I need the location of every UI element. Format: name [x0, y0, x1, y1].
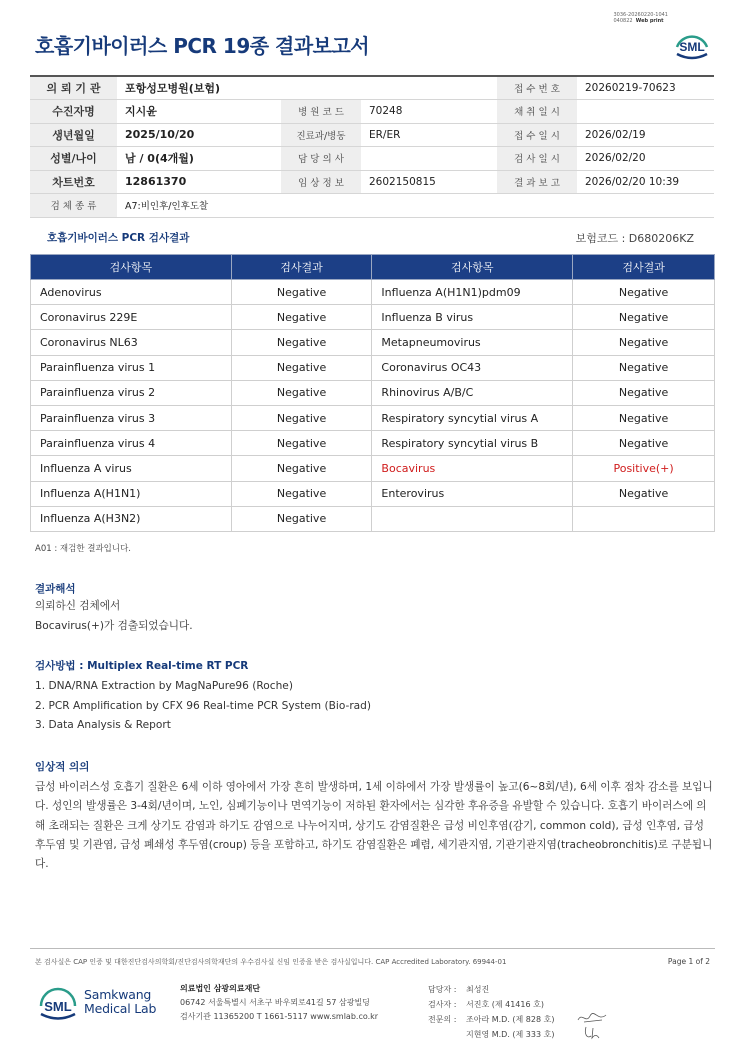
clinical-info-value: 2602150815	[361, 170, 497, 194]
table-row	[31, 506, 715, 531]
test-result-cell: Negative	[573, 305, 715, 330]
test-date-value: 2026/02/20	[577, 147, 714, 171]
test-result-cell: Negative	[231, 481, 372, 506]
foundation-address: 06742 서울특별시 서초구 바우뫼로41길 57 삼광빌딩	[180, 998, 370, 1007]
test-item-cell: Coronavirus NL63	[31, 330, 232, 355]
table-row	[31, 380, 715, 405]
test-item-cell	[372, 506, 573, 531]
dept-label: 진료과/병동	[281, 123, 361, 147]
test-result-cell: Negative	[573, 405, 715, 430]
clinical-meaning-title: 임상적 의의	[35, 761, 90, 773]
test-item-cell: Influenza A(H1N1)pdm09	[372, 280, 573, 305]
test-item-cell: Parainfluenza virus 4	[31, 431, 232, 456]
test-date-label: 검 사 일 시	[497, 147, 577, 171]
col-header-result-2: 검사결과	[573, 255, 715, 280]
specimen-label: 검 체 종 류	[30, 194, 117, 218]
staff-name: 서진호 (제 41416 호)	[466, 1000, 544, 1009]
document-code-line1: 3036-20260220-1041	[613, 12, 668, 18]
test-result-cell: Negative	[231, 506, 372, 531]
test-item-cell: Parainfluenza virus 1	[31, 355, 232, 380]
table-row	[31, 280, 715, 305]
name-label: 수진자명	[30, 100, 117, 124]
foundation-info	[180, 982, 378, 1024]
sml-footer-logo-icon	[36, 984, 80, 1024]
clinical-meaning-text: 급성 바이러스성 호흡기 질환은 6세 이하 영아에서 가장 흔히 발생하며, 1세 이하에서 가장 발생률이 높고(6~8회/년), 6세 이후 점차 감소를 보입니다. 성인의 발생률은 3-4회/년이며, 노인, 심폐기능이나 면역기능이 저하된 환자에서는 심각한 후유증을 유발할 수 있습니다. 호흡기 바이러스에 의해 초래되는 질환은 크게 상기도 감염과 하기도 감염으로 나누어지며, 상기도 감염질환은 급성 비인후염(감기, common cold), 급성 인후염, 급성 후두염 및 기관염, 급성 폐쇄성 후두염(croup) 등을 포함하고, 하기도 감염질환은 폐렴, 세기관지염, 기관기관지염(tracheobronchitis)로 구분됩니다.	[35, 781, 713, 871]
recv-value: 2026/02/19	[577, 123, 714, 147]
interpretation-line: Bocavirus(+)가 검출되었습니다.	[35, 619, 193, 632]
test-item-cell: Influenza A virus	[31, 456, 232, 481]
test-item-cell: Enterovirus	[372, 481, 573, 506]
method-steps	[35, 677, 371, 736]
staff-name: 조아라 M.D. (제 828 호)	[466, 1015, 555, 1024]
staff-name: 지현영 M.D. (제 333 호)	[466, 1030, 555, 1039]
brand-name	[84, 988, 156, 1016]
document-code-line2: 040822	[613, 18, 633, 24]
dob-label: 생년월일	[30, 123, 117, 147]
col-header-item-2: 검사항목	[372, 255, 573, 280]
test-result-cell: Negative	[231, 431, 372, 456]
test-item-cell: Parainfluenza virus 3	[31, 405, 232, 430]
collect-value	[577, 100, 714, 124]
test-item-cell: Respiratory syncytial virus A	[372, 405, 573, 430]
table-row	[31, 456, 715, 481]
test-item-cell: Rhinovirus A/B/C	[372, 380, 573, 405]
retest-note: A01 : 재검한 결과입니다.	[35, 544, 131, 554]
test-result-cell: Negative	[231, 330, 372, 355]
sml-footer-logo-text: SML	[44, 999, 72, 1014]
staff-role: 담당자 :	[428, 985, 457, 994]
dob-value: 2025/10/20	[117, 123, 281, 147]
test-item-cell: Influenza B virus	[372, 305, 573, 330]
collect-label: 채 취 일 시	[497, 100, 577, 124]
specimen-value: A7:비인후/인후도찰	[117, 194, 714, 218]
accept-no-label: 접 수 번 호	[497, 76, 577, 100]
footer-divider	[30, 948, 715, 949]
test-result-cell: Positive(+)	[573, 456, 715, 481]
doctor-value	[361, 147, 497, 171]
table-row	[31, 481, 715, 506]
test-item-cell: Coronavirus 229E	[31, 305, 232, 330]
document-code	[613, 12, 668, 24]
method-step: 1. DNA/RNA Extraction by MagNaPure96 (Roche)	[35, 680, 293, 692]
test-result-cell: Negative	[573, 355, 715, 380]
test-item-cell: Bocavirus	[372, 456, 573, 481]
test-result-cell: Negative	[573, 380, 715, 405]
table-row	[31, 305, 715, 330]
interpretation-line: 의뢰하신 검체에서	[35, 600, 121, 612]
test-result-cell: Negative	[231, 355, 372, 380]
clinical-info-label: 임 상 정 보	[281, 170, 361, 194]
table-row	[31, 405, 715, 430]
test-result-cell: Negative	[573, 431, 715, 456]
sml-logo-icon	[672, 24, 712, 64]
sex-label: 성별/나이	[30, 147, 117, 171]
test-result-cell: Negative	[573, 330, 715, 355]
test-result-cell: Negative	[231, 380, 372, 405]
test-result-cell: Negative	[573, 481, 715, 506]
test-item-cell: Adenovirus	[31, 280, 232, 305]
sex-value: 남 / 0(4개월)	[117, 147, 281, 171]
foundation-contact: 검사기관 11365200 T 1661-5117 www.smlab.co.kr	[180, 1012, 379, 1021]
col-header-result-1: 검사결과	[231, 255, 372, 280]
signature-2-icon	[582, 1024, 602, 1042]
accept-no-value: 20260219-70623	[577, 76, 714, 100]
staff-role	[428, 1027, 466, 1042]
table-row	[31, 355, 715, 380]
hosp-code-value: 70248	[361, 100, 497, 124]
dept-value: ER/ER	[361, 123, 497, 147]
report-label: 결 과 보 고	[497, 170, 577, 194]
test-result-cell: Negative	[573, 280, 715, 305]
sml-logo-text: SML	[679, 40, 705, 54]
test-item-cell: Parainfluenza virus 2	[31, 380, 232, 405]
test-item-cell: Metapneumovirus	[372, 330, 573, 355]
test-result-cell: Negative	[231, 456, 372, 481]
test-result-cell: Negative	[231, 405, 372, 430]
recv-label: 접 수 일 시	[497, 123, 577, 147]
page-number: Page 1 of 2	[667, 957, 710, 966]
test-result-cell: Negative	[231, 280, 372, 305]
foundation-name: 의료법인 삼광의료재단	[180, 984, 261, 993]
chart-value: 12861370	[117, 170, 281, 194]
certification-text: 본 검사실은 CAP 인증 및 대한진단검사의학회/진단검사의학재단의 우수검사실 신임 인증을 받은 검사실입니다. CAP Accredited Laboratory. 69944-01	[35, 958, 507, 966]
staff-list	[428, 982, 554, 1042]
hosp-code-label: 병 원 코 드	[281, 100, 361, 124]
doctor-label: 담 당 의 사	[281, 147, 361, 171]
result-section-title: 호흡기바이러스 PCR 검사결과	[47, 232, 190, 244]
chart-label: 차트번호	[30, 170, 117, 194]
test-item-cell: Coronavirus OC43	[372, 355, 573, 380]
test-item-cell: Respiratory syncytial virus B	[372, 431, 573, 456]
method-step: 2. PCR Amplification by CFX 96 Real-time PCR System (Bio-rad)	[35, 699, 372, 712]
interpretation-text	[35, 597, 193, 636]
brand-line-1: Samkwang	[84, 987, 152, 1002]
col-header-item-1: 검사항목	[31, 255, 232, 280]
patient-info-table	[30, 75, 714, 218]
method-title: 검사방법 : Multiplex Real-time RT PCR	[35, 660, 249, 672]
interpretation-title: 결과해석	[35, 583, 76, 595]
test-result-cell	[573, 506, 715, 531]
report-value: 2026/02/20 10:39	[577, 170, 714, 194]
brand-line-2: Medical Lab	[84, 1001, 157, 1016]
staff-name: 최성진	[466, 985, 490, 994]
req-org-label: 의 뢰 기 관	[30, 76, 117, 100]
table-row	[31, 431, 715, 456]
test-item-cell: Influenza A(H3N2)	[31, 506, 232, 531]
staff-role: 검사자 :	[428, 1000, 457, 1009]
result-table	[30, 254, 715, 532]
insurance-code: 보험코드 : D680206KZ	[575, 232, 694, 245]
staff-role: 전문의 :	[428, 1015, 457, 1024]
table-row	[31, 330, 715, 355]
name-value: 지시윤	[117, 100, 281, 124]
test-item-cell: Influenza A(H1N1)	[31, 481, 232, 506]
method-step: 3. Data Analysis & Report	[35, 719, 171, 731]
page-title: 호흡기바이러스 PCR 19종 결과보고서	[35, 34, 370, 58]
req-org-value: 포항성모병원(보험)	[117, 76, 497, 100]
test-result-cell: Negative	[231, 305, 372, 330]
web-print-label: Web print	[635, 18, 664, 24]
